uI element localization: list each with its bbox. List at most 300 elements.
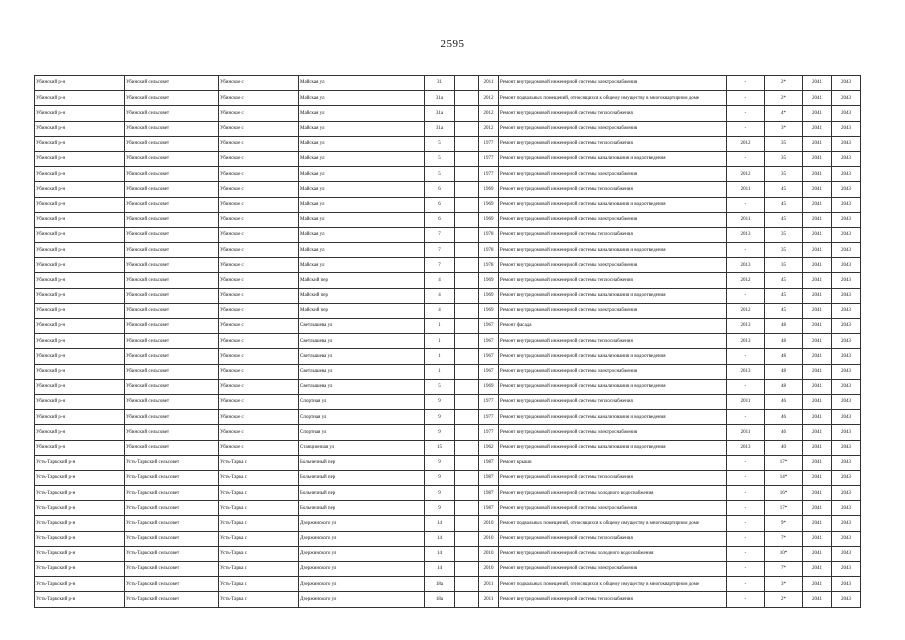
cell-house: 9 <box>425 394 455 409</box>
cell-wear: 45 <box>765 273 803 288</box>
cell-work-type: Ремонт внутридомовой инженерной системы электроснабжения <box>499 303 727 318</box>
cell-year: 1977 <box>479 136 499 151</box>
cell-work-type: Ремонт внутридомовой инженерной системы электроснабжения <box>499 562 727 577</box>
cell-work-type: Ремонт внутридомовой инженерной системы канализования и водоотведения <box>499 151 727 166</box>
table-row <box>35 531 861 546</box>
cell-building <box>455 562 479 577</box>
cell-done-year: - <box>727 486 765 501</box>
cell-district: Убинский р-н <box>35 212 125 227</box>
cell-year: 2011 <box>479 592 499 607</box>
cell-building <box>455 273 479 288</box>
cell-plan-end: 2043 <box>832 379 861 394</box>
cell-council: Убинский сельсовет <box>125 334 219 349</box>
cell-plan-end: 2043 <box>832 394 861 409</box>
cell-done-year: 2011 <box>727 425 765 440</box>
cell-building <box>455 91 479 106</box>
cell-district: Усть-Таркский р-н <box>35 501 125 516</box>
cell-district: Убинский р-н <box>35 167 125 182</box>
cell-council: Усть-Таркский сельсовет <box>125 470 219 485</box>
cell-district: Убинский р-н <box>35 364 125 379</box>
cell-plan-end: 2043 <box>832 577 861 592</box>
cell-done-year: - <box>727 91 765 106</box>
cell-district: Убинский р-н <box>35 440 125 455</box>
cell-building <box>455 197 479 212</box>
cell-work-type: Ремонт фасада <box>499 319 727 334</box>
cell-house: 1 <box>425 334 455 349</box>
cell-year: 1987 <box>479 455 499 470</box>
cell-street: Светлышева ул <box>299 379 425 394</box>
cell-year: 1977 <box>479 167 499 182</box>
cell-plan-start: 2041 <box>803 455 832 470</box>
cell-wear: 35 <box>765 167 803 182</box>
cell-settlement: Убинское с <box>219 273 299 288</box>
cell-district: Убинский р-н <box>35 91 125 106</box>
cell-street: Майская ул <box>299 182 425 197</box>
cell-settlement: Усть-Тарка с <box>219 486 299 501</box>
cell-plan-end: 2043 <box>832 546 861 561</box>
cell-wear: 35 <box>765 243 803 258</box>
cell-wear: 48 <box>765 349 803 364</box>
cell-work-type: Ремонт внутридомовой инженерной системы теплоснабжения <box>499 394 727 409</box>
cell-street: Спортная ул <box>299 394 425 409</box>
cell-wear: 35 <box>765 151 803 166</box>
cell-building <box>455 227 479 242</box>
cell-wear: 48 <box>765 379 803 394</box>
table-row <box>35 227 861 242</box>
cell-plan-end: 2043 <box>832 243 861 258</box>
cell-council: Убинский сельсовет <box>125 167 219 182</box>
cell-district: Убинский р-н <box>35 394 125 409</box>
cell-work-type: Ремонт внутридомовой инженерной системы теплоснабжения <box>499 273 727 288</box>
table-row <box>35 167 861 182</box>
cell-street: Больничный пер <box>299 470 425 485</box>
cell-district: Убинский р-н <box>35 379 125 394</box>
cell-work-type: Ремонт внутридомовой инженерной системы электроснабжения <box>499 425 727 440</box>
cell-house: 14 <box>425 516 455 531</box>
cell-plan-end: 2043 <box>832 455 861 470</box>
cell-plan-end: 2043 <box>832 470 861 485</box>
cell-district: Убинский р-н <box>35 334 125 349</box>
cell-house: 7 <box>425 258 455 273</box>
cell-work-type: Ремонт внутридомовой инженерной системы теплоснабжения <box>499 470 727 485</box>
cell-wear: 45 <box>765 182 803 197</box>
cell-work-type: Ремонт крыши <box>499 455 727 470</box>
cell-council: Убинский сельсовет <box>125 91 219 106</box>
cell-council: Убинский сельсовет <box>125 349 219 364</box>
cell-wear: 35 <box>765 258 803 273</box>
cell-building <box>455 364 479 379</box>
cell-council: Убинский сельсовет <box>125 182 219 197</box>
cell-plan-end: 2043 <box>832 303 861 318</box>
cell-street: Майская ул <box>299 212 425 227</box>
cell-done-year: - <box>727 455 765 470</box>
cell-done-year: - <box>727 546 765 561</box>
cell-district: Убинский р-н <box>35 425 125 440</box>
cell-done-year: - <box>727 562 765 577</box>
cell-year: 1969 <box>479 182 499 197</box>
cell-year: 1977 <box>479 410 499 425</box>
cell-done-year: 2013 <box>727 364 765 379</box>
cell-house: 1 <box>425 349 455 364</box>
cell-plan-start: 2041 <box>803 76 832 91</box>
cell-building <box>455 319 479 334</box>
cell-house: 18а <box>425 592 455 607</box>
cell-wear: 48 <box>765 334 803 349</box>
cell-council: Убинский сельсовет <box>125 425 219 440</box>
table-row <box>35 394 861 409</box>
cell-wear: 48 <box>765 319 803 334</box>
cell-plan-end: 2043 <box>832 486 861 501</box>
cell-house: 31 <box>425 76 455 91</box>
cell-street: Больничный пер <box>299 455 425 470</box>
cell-council: Убинский сельсовет <box>125 106 219 121</box>
table-row <box>35 76 861 91</box>
cell-house: 6 <box>425 197 455 212</box>
cell-plan-end: 2043 <box>832 334 861 349</box>
cell-district: Убинский р-н <box>35 182 125 197</box>
cell-house: 18а <box>425 577 455 592</box>
cell-done-year: - <box>727 470 765 485</box>
cell-council: Убинский сельсовет <box>125 319 219 334</box>
cell-plan-start: 2041 <box>803 470 832 485</box>
cell-settlement: Усть-Тарка с <box>219 531 299 546</box>
cell-work-type: Ремонт подвальных помещений, относящихся к общему имуществу в многоквартирном доме <box>499 577 727 592</box>
cell-plan-start: 2041 <box>803 212 832 227</box>
cell-council: Убинский сельсовет <box>125 197 219 212</box>
cell-work-type: Ремонт внутридомовой инженерной системы канализования и водоотведения <box>499 410 727 425</box>
cell-done-year: 2012 <box>727 273 765 288</box>
cell-plan-start: 2041 <box>803 121 832 136</box>
cell-year: 1967 <box>479 334 499 349</box>
table-row <box>35 546 861 561</box>
cell-settlement: Убинское с <box>219 303 299 318</box>
cell-building <box>455 182 479 197</box>
cell-settlement: Убинское с <box>219 76 299 91</box>
cell-year: 2011 <box>479 76 499 91</box>
cell-plan-end: 2043 <box>832 273 861 288</box>
cell-year: 1969 <box>479 197 499 212</box>
cell-wear: 46 <box>765 394 803 409</box>
cell-year: 1987 <box>479 486 499 501</box>
table-row <box>35 577 861 592</box>
cell-house: 7 <box>425 243 455 258</box>
cell-settlement: Убинское с <box>219 394 299 409</box>
cell-street: Светлышева ул <box>299 349 425 364</box>
cell-wear: 9* <box>765 516 803 531</box>
cell-settlement: Убинское с <box>219 151 299 166</box>
cell-plan-end: 2043 <box>832 319 861 334</box>
cell-house: 6 <box>425 212 455 227</box>
cell-street: Майская ул <box>299 106 425 121</box>
cell-building <box>455 440 479 455</box>
cell-settlement: Усть-Тарка с <box>219 546 299 561</box>
cell-year: 1967 <box>479 349 499 364</box>
cell-council: Убинский сельсовет <box>125 379 219 394</box>
capital-repair-table <box>34 75 861 608</box>
cell-wear: 3* <box>765 121 803 136</box>
cell-building <box>455 349 479 364</box>
cell-plan-start: 2041 <box>803 440 832 455</box>
cell-done-year: - <box>727 243 765 258</box>
cell-work-type: Ремонт внутридомовой инженерной системы электроснабжения <box>499 364 727 379</box>
cell-wear: 14* <box>765 470 803 485</box>
cell-settlement: Усть-Тарка с <box>219 455 299 470</box>
cell-wear: 7* <box>765 531 803 546</box>
cell-settlement: Усть-Тарка с <box>219 516 299 531</box>
cell-done-year: 2011 <box>727 394 765 409</box>
cell-year: 2012 <box>479 121 499 136</box>
table-row <box>35 136 861 151</box>
cell-house: 15 <box>425 440 455 455</box>
cell-year: 1967 <box>479 364 499 379</box>
cell-done-year: - <box>727 197 765 212</box>
cell-done-year: - <box>727 121 765 136</box>
cell-council: Убинский сельсовет <box>125 410 219 425</box>
cell-plan-start: 2041 <box>803 425 832 440</box>
cell-done-year: 2013 <box>727 334 765 349</box>
cell-building <box>455 121 479 136</box>
cell-settlement: Убинское с <box>219 410 299 425</box>
cell-council: Усть-Таркский сельсовет <box>125 531 219 546</box>
cell-settlement: Убинское с <box>219 425 299 440</box>
cell-plan-start: 2041 <box>803 91 832 106</box>
cell-settlement: Убинское с <box>219 349 299 364</box>
cell-building <box>455 136 479 151</box>
cell-plan-start: 2041 <box>803 349 832 364</box>
cell-year: 1977 <box>479 425 499 440</box>
cell-work-type: Ремонт внутридомовой инженерной системы электроснабжения <box>499 121 727 136</box>
table-body <box>35 76 861 608</box>
cell-wear: 35 <box>765 136 803 151</box>
cell-plan-start: 2041 <box>803 151 832 166</box>
table-row <box>35 303 861 318</box>
cell-plan-start: 2041 <box>803 364 832 379</box>
cell-street: Дзержинского ул <box>299 516 425 531</box>
cell-district: Усть-Таркский р-н <box>35 562 125 577</box>
table-row <box>35 212 861 227</box>
cell-street: Дзержинского ул <box>299 577 425 592</box>
cell-street: Майская ул <box>299 136 425 151</box>
cell-settlement: Убинское с <box>219 182 299 197</box>
cell-street: Дзержинского ул <box>299 562 425 577</box>
cell-street: Дзержинского ул <box>299 592 425 607</box>
table-row <box>35 364 861 379</box>
cell-district: Убинский р-н <box>35 106 125 121</box>
cell-council: Убинский сельсовет <box>125 121 219 136</box>
cell-district: Убинский р-н <box>35 151 125 166</box>
cell-council: Убинский сельсовет <box>125 76 219 91</box>
cell-plan-end: 2043 <box>832 136 861 151</box>
cell-council: Усть-Таркский сельсовет <box>125 486 219 501</box>
table-row <box>35 258 861 273</box>
cell-work-type: Ремонт внутридомовой инженерной системы теплоснабжения <box>499 227 727 242</box>
cell-building <box>455 531 479 546</box>
cell-building <box>455 212 479 227</box>
cell-district: Убинский р-н <box>35 227 125 242</box>
cell-council: Усть-Таркский сельсовет <box>125 546 219 561</box>
cell-year: 1969 <box>479 379 499 394</box>
table-row <box>35 349 861 364</box>
cell-council: Усть-Таркский сельсовет <box>125 455 219 470</box>
table-row <box>35 197 861 212</box>
cell-street: Майская ул <box>299 243 425 258</box>
cell-done-year: - <box>727 592 765 607</box>
cell-council: Убинский сельсовет <box>125 258 219 273</box>
cell-settlement: Усть-Тарка с <box>219 592 299 607</box>
table-row <box>35 440 861 455</box>
cell-done-year: - <box>727 531 765 546</box>
cell-settlement: Убинское с <box>219 227 299 242</box>
table-row <box>35 486 861 501</box>
cell-district: Убинский р-н <box>35 121 125 136</box>
cell-district: Убинский р-н <box>35 243 125 258</box>
cell-settlement: Убинское с <box>219 288 299 303</box>
cell-plan-start: 2041 <box>803 592 832 607</box>
cell-building <box>455 577 479 592</box>
cell-house: 9 <box>425 486 455 501</box>
cell-work-type: Ремонт подвальных помещений, относящихся к общему имуществу в многоквартирном доме <box>499 516 727 531</box>
cell-street: Майская ул <box>299 91 425 106</box>
cell-plan-end: 2043 <box>832 182 861 197</box>
cell-plan-start: 2041 <box>803 562 832 577</box>
cell-work-type: Ремонт внутридомовой инженерной системы теплоснабжения <box>499 592 727 607</box>
table-row <box>35 592 861 607</box>
cell-council: Усть-Таркский сельсовет <box>125 562 219 577</box>
cell-wear: 46 <box>765 425 803 440</box>
cell-work-type: Ремонт внутридомовой инженерной системы электроснабжения <box>499 76 727 91</box>
cell-done-year: - <box>727 379 765 394</box>
cell-council: Убинский сельсовет <box>125 394 219 409</box>
cell-settlement: Убинское с <box>219 440 299 455</box>
cell-house: 5 <box>425 136 455 151</box>
cell-building <box>455 425 479 440</box>
table-row <box>35 151 861 166</box>
cell-building <box>455 410 479 425</box>
cell-street: Больничный пер <box>299 486 425 501</box>
cell-done-year: - <box>727 501 765 516</box>
table-row <box>35 334 861 349</box>
cell-settlement: Убинское с <box>219 91 299 106</box>
cell-building <box>455 470 479 485</box>
cell-house: 1 <box>425 319 455 334</box>
cell-council: Убинский сельсовет <box>125 243 219 258</box>
table-row <box>35 455 861 470</box>
cell-work-type: Ремонт внутридомовой инженерной системы электроснабжения <box>499 212 727 227</box>
cell-settlement: Усть-Тарка с <box>219 562 299 577</box>
cell-plan-start: 2041 <box>803 546 832 561</box>
cell-plan-end: 2043 <box>832 288 861 303</box>
cell-wear: 17* <box>765 501 803 516</box>
cell-wear: 10* <box>765 546 803 561</box>
cell-wear: 45 <box>765 212 803 227</box>
cell-street: Станционная ул <box>299 440 425 455</box>
cell-district: Усть-Таркский р-н <box>35 577 125 592</box>
cell-year: 2012 <box>479 91 499 106</box>
table-row <box>35 501 861 516</box>
table-row <box>35 121 861 136</box>
cell-plan-end: 2043 <box>832 364 861 379</box>
cell-year: 1978 <box>479 258 499 273</box>
cell-plan-end: 2043 <box>832 440 861 455</box>
cell-work-type: Ремонт внутридомовой инженерной системы теплоснабжения <box>499 106 727 121</box>
cell-plan-start: 2041 <box>803 243 832 258</box>
cell-plan-start: 2041 <box>803 106 832 121</box>
cell-building <box>455 546 479 561</box>
cell-year: 1987 <box>479 501 499 516</box>
cell-work-type: Ремонт внутридомовой инженерной системы холодного водоснабжения <box>499 486 727 501</box>
cell-district: Убинский р-н <box>35 349 125 364</box>
cell-done-year: 2012 <box>727 167 765 182</box>
cell-year: 2011 <box>479 577 499 592</box>
table-row <box>35 273 861 288</box>
cell-done-year: 2013 <box>727 319 765 334</box>
cell-plan-end: 2043 <box>832 227 861 242</box>
cell-work-type: Ремонт внутридомовой инженерной системы теплоснабжения <box>499 136 727 151</box>
cell-plan-start: 2041 <box>803 577 832 592</box>
cell-wear: 16* <box>765 486 803 501</box>
cell-house: 9 <box>425 410 455 425</box>
cell-house: 5 <box>425 167 455 182</box>
table-row <box>35 379 861 394</box>
cell-district: Убинский р-н <box>35 197 125 212</box>
cell-settlement: Убинское с <box>219 243 299 258</box>
cell-settlement: Убинское с <box>219 136 299 151</box>
cell-work-type: Ремонт внутридомовой инженерной системы канализования и водоотведения <box>499 243 727 258</box>
cell-work-type: Ремонт внутридомовой инженерной системы канализования и водоотведения <box>499 349 727 364</box>
cell-house: 31а <box>425 91 455 106</box>
cell-street: Майская ул <box>299 121 425 136</box>
cell-work-type: Ремонт внутридомовой инженерной системы канализования и водоотведения <box>499 440 727 455</box>
cell-district: Усть-Таркский р-н <box>35 470 125 485</box>
cell-district: Убинский р-н <box>35 288 125 303</box>
table-row <box>35 410 861 425</box>
cell-plan-start: 2041 <box>803 182 832 197</box>
cell-plan-start: 2041 <box>803 136 832 151</box>
cell-plan-end: 2043 <box>832 562 861 577</box>
cell-house: 14 <box>425 562 455 577</box>
cell-district: Усть-Таркский р-н <box>35 455 125 470</box>
cell-plan-start: 2041 <box>803 319 832 334</box>
cell-year: 2010 <box>479 562 499 577</box>
cell-building <box>455 106 479 121</box>
cell-year: 1977 <box>479 151 499 166</box>
cell-plan-end: 2043 <box>832 516 861 531</box>
cell-settlement: Убинское с <box>219 212 299 227</box>
cell-street: Майский пер <box>299 303 425 318</box>
cell-year: 1977 <box>479 394 499 409</box>
cell-wear: 2* <box>765 91 803 106</box>
cell-done-year: - <box>727 151 765 166</box>
cell-plan-end: 2043 <box>832 167 861 182</box>
cell-wear: 40 <box>765 440 803 455</box>
cell-house: 7 <box>425 227 455 242</box>
cell-council: Убинский сельсовет <box>125 288 219 303</box>
cell-plan-end: 2043 <box>832 349 861 364</box>
cell-done-year: - <box>727 577 765 592</box>
cell-district: Убинский р-н <box>35 76 125 91</box>
cell-settlement: Усть-Тарка с <box>219 577 299 592</box>
cell-building <box>455 455 479 470</box>
cell-building <box>455 76 479 91</box>
cell-done-year: 2011 <box>727 182 765 197</box>
cell-plan-end: 2043 <box>832 212 861 227</box>
cell-plan-start: 2041 <box>803 486 832 501</box>
cell-plan-start: 2041 <box>803 531 832 546</box>
cell-street: Майский пер <box>299 273 425 288</box>
cell-street: Майская ул <box>299 227 425 242</box>
cell-year: 2010 <box>479 516 499 531</box>
cell-building <box>455 486 479 501</box>
